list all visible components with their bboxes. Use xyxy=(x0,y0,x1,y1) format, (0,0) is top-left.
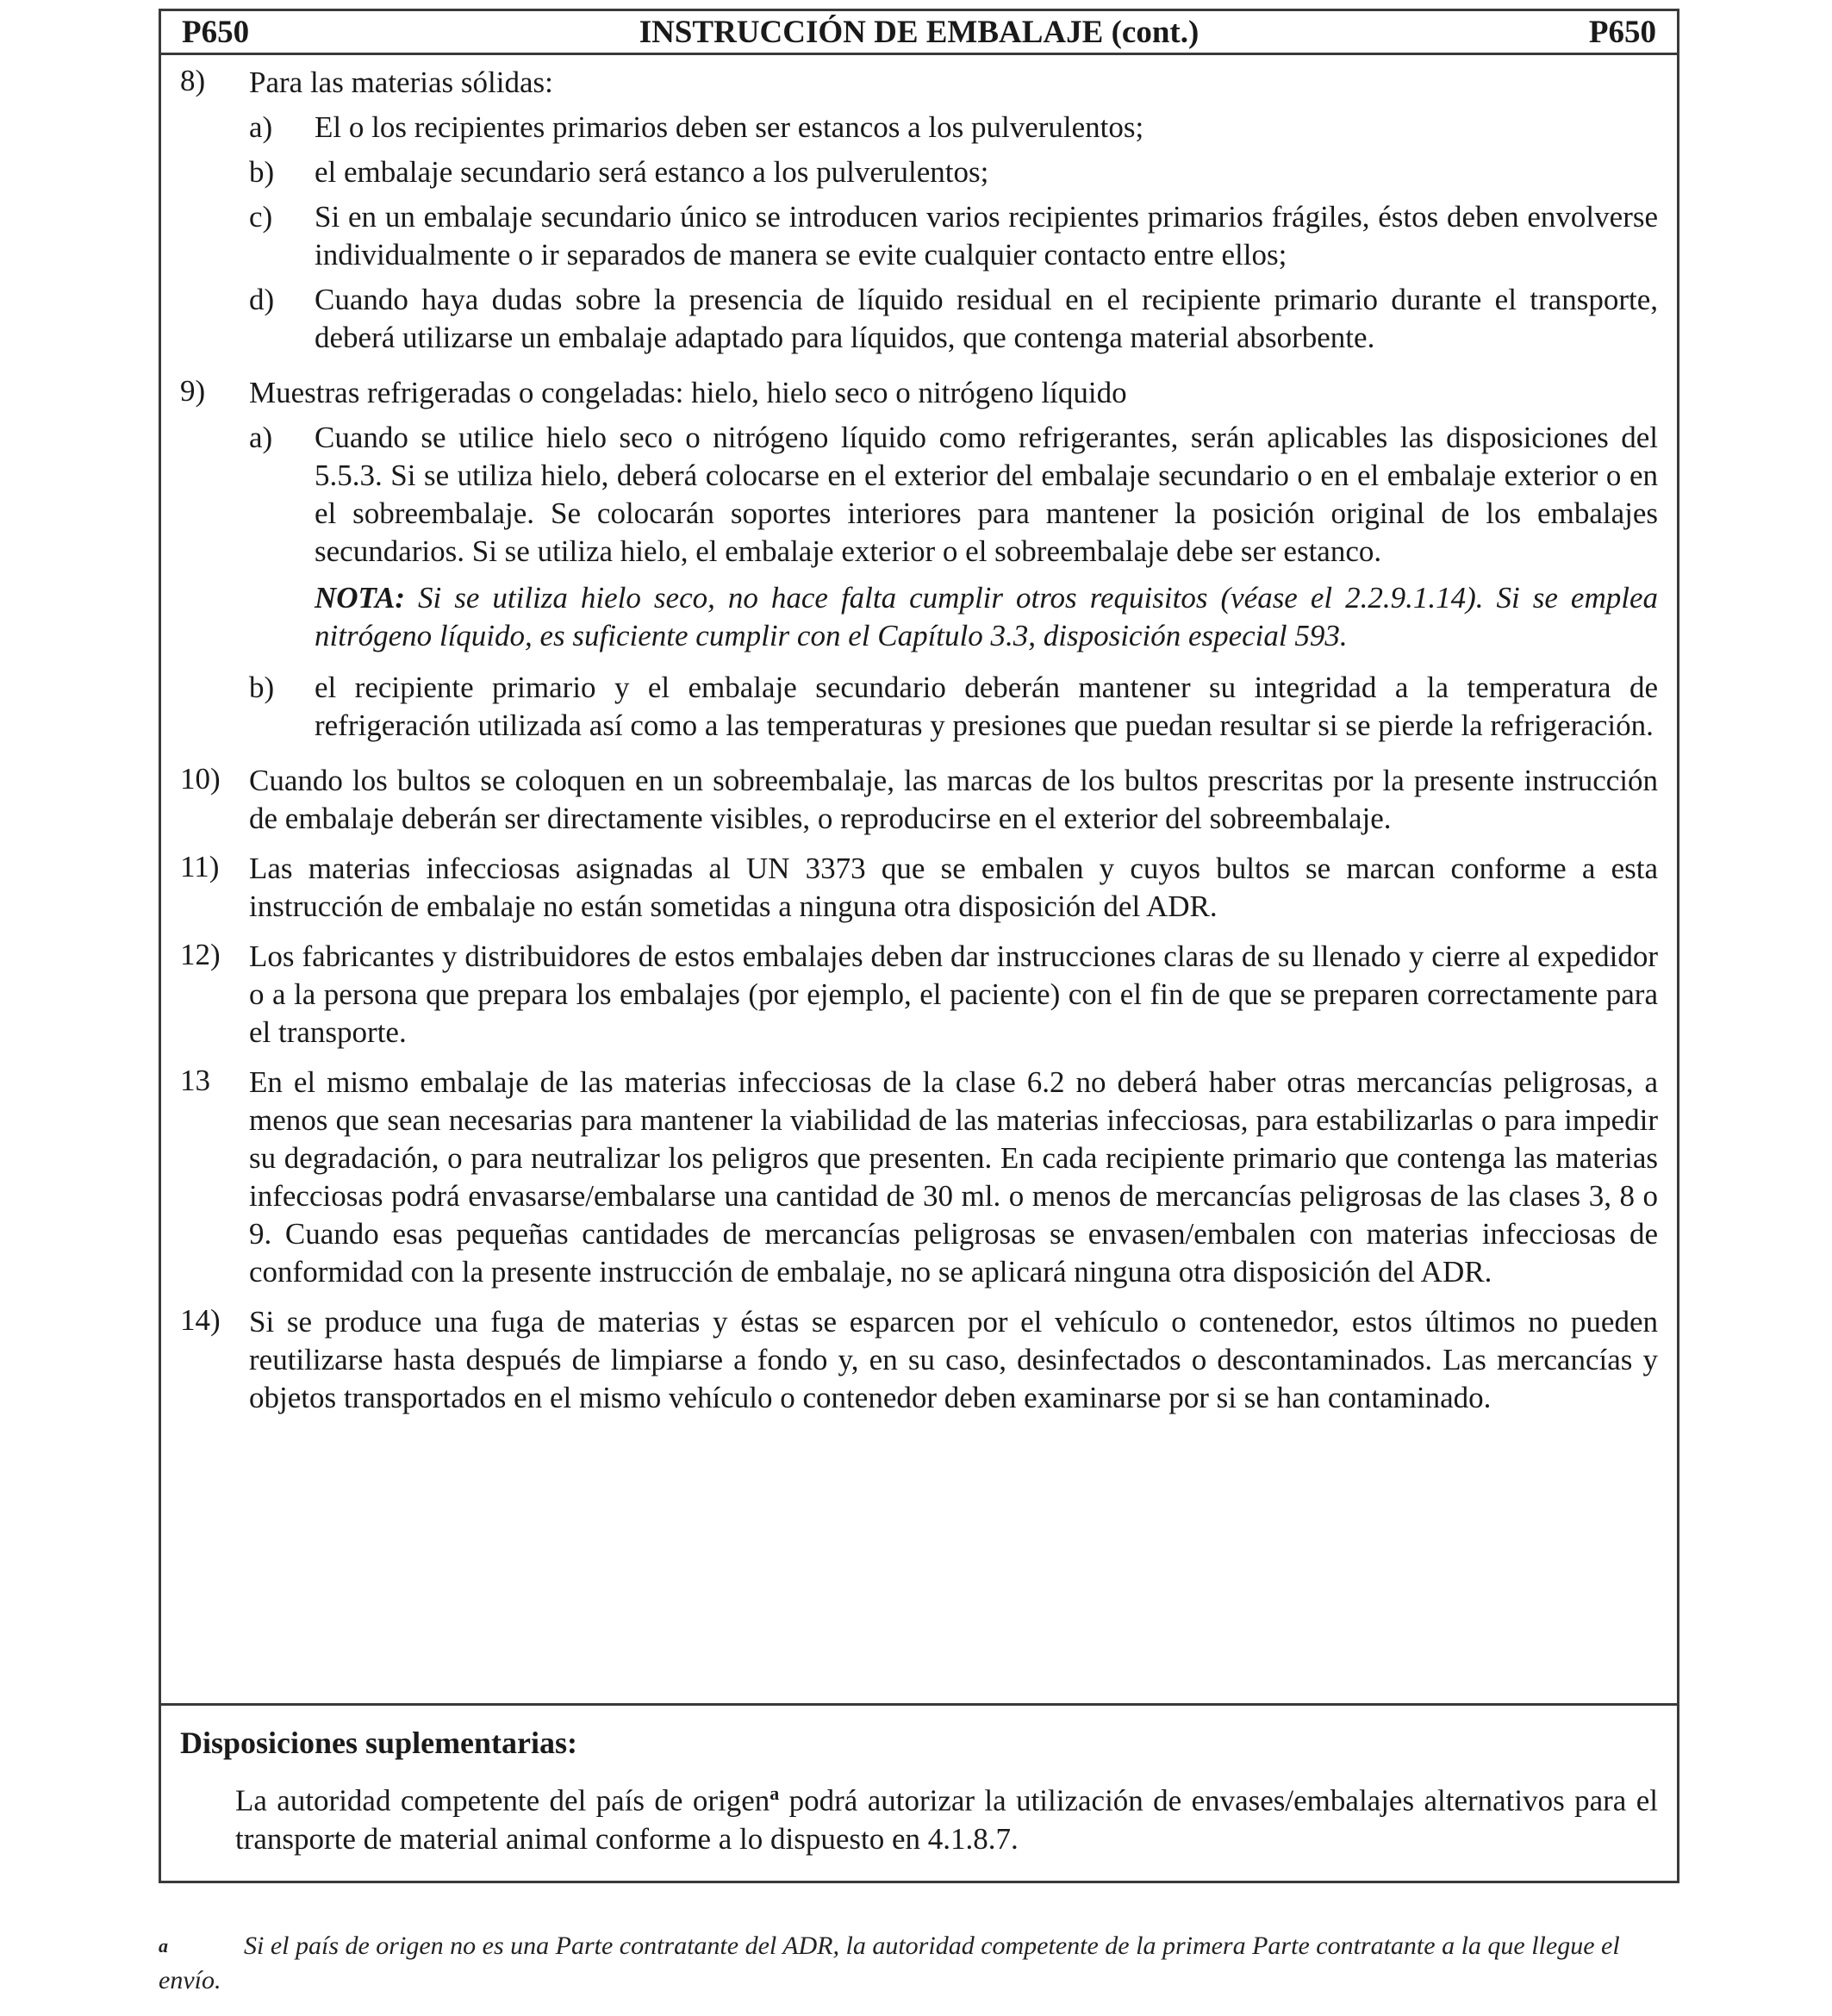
header-right-code: P650 xyxy=(1588,14,1656,50)
item-number: 12) xyxy=(180,938,221,971)
item-number: 11) xyxy=(180,850,220,883)
item-number: 13 xyxy=(180,1064,210,1097)
supplementary-text-before: La autoridad competente del país de origen xyxy=(235,1783,770,1818)
item-9 xyxy=(180,374,1658,750)
header-title: INSTRUCCIÓN DE EMBALAJE (cont.) xyxy=(639,14,1200,50)
sub-label: a) xyxy=(249,421,273,454)
item-13 xyxy=(180,1064,1658,1291)
supplementary-title: Disposiciones suplementarias: xyxy=(180,1726,578,1760)
header-row xyxy=(161,11,1677,55)
header-left-code: P650 xyxy=(182,14,250,50)
item-11 xyxy=(180,850,1658,926)
sub-text: Si en un embalaje secundario único se introducen varios recipientes primarios frágiles, éstos deben envolverse individualmente o ir separados de manera se evite cualquier contacto entre ellos; xyxy=(315,200,1658,272)
item-14 xyxy=(180,1303,1658,1417)
supplementary-text xyxy=(180,1775,1658,1858)
footnote-reference: a xyxy=(770,1782,780,1804)
sub-label: a) xyxy=(249,110,273,144)
item-10 xyxy=(180,762,1658,838)
sub-text: Cuando se utilice hielo seco o nitrógeno líquido como refrigerantes, serán aplicables las disposiciones del 5.5.3. Si se utiliza hielo, deberá colocarse en el exterior del embalaje secundario o en el embalaje exterior o en el sobreembalaje. Se colocarán soportes interiores para mantener la posición original de los embalajes secundarios. Si se utiliza hielo, el embalaje exterior o el sobreembalaje debe ser estanco. xyxy=(315,421,1658,568)
sub-label: d) xyxy=(249,283,275,316)
instruction-body xyxy=(161,55,1677,1706)
sub-label: b) xyxy=(249,155,275,189)
footnote-mark: a xyxy=(159,1935,168,1957)
sub-item xyxy=(249,419,1658,662)
item-text: Las materias infecciosas asignadas al UN 3373 que se embalen y cuyos bultos se marcan conforme a esta instrucción de embalaje no están sometidas a ninguna otra disposición del ADR. xyxy=(249,852,1658,923)
supplementary-text-after: podrá autorizar la utilización de envases/embalajes alternativos para el transporte de material animal conforme a lo dispuesto en 4.1.8.7. xyxy=(235,1783,1658,1856)
item-text: Los fabricantes y distribuidores de estos embalajes deben dar instrucciones claras de su llenado y cierre al expedidor o a la persona que prepara los embalajes (por ejemplo, el paciente) con el fin de que se preparen correctamente para el transporte. xyxy=(249,939,1658,1049)
item-text: Para las materias sólidas: xyxy=(249,66,553,99)
sub-text: Cuando haya dudas sobre la presencia de líquido residual en el recipiente primario durante el transporte, deberá utilizarse un embalaje adaptado para líquidos, que contenga material absorbente. xyxy=(315,283,1658,354)
item-text: Si se produce una fuga de materias y éstas se esparcen por el vehículo o contenedor, estos últimos no pueden reutilizarse hasta después de limpiarse a fondo y, en su caso, desinfectados o descontaminados. Las mercancías y objetos transportados en el mismo vehículo o contenedor deben examinarse por si se han contaminado. xyxy=(249,1305,1658,1414)
footnote xyxy=(159,1929,1675,1998)
item-8 xyxy=(180,64,1658,362)
sub-text: el recipiente primario y el embalaje secundario deberán mantener su integridad a la temperatura de refrigeración utilizada así como a las temperaturas y presiones que puedan resultar si se pierde la refrigeración. xyxy=(315,671,1658,742)
supplementary-section xyxy=(161,1706,1677,1858)
sub-text: El o los recipientes primarios deben ser estancos a los pulverulentos; xyxy=(315,110,1144,144)
item-text: Muestras refrigeradas o congeladas: hielo, hielo seco o nitrógeno líquido xyxy=(249,376,1127,409)
sub-text: el embalaje secundario será estanco a los pulverulentos; xyxy=(315,155,989,189)
sub-item xyxy=(249,669,1658,745)
item-12 xyxy=(180,938,1658,1052)
packing-instruction-box xyxy=(159,9,1679,1883)
footnote-text: Si el país de origen no es una Parte contratante del ADR, la autoridad competente de la primera Parte contratante a la que llegue el envío. xyxy=(159,1932,1620,1994)
item-text: Cuando los bultos se coloquen en un sobreembalaje, las marcas de los bultos prescritas por la presente instrucción de embalaje deberán ser directamente visibles, o reproducirse en el exterior del sobreembalaje. xyxy=(249,764,1658,835)
sub-item xyxy=(249,281,1658,357)
item-number: 8) xyxy=(180,64,206,97)
item-number: 9) xyxy=(180,374,206,408)
sub-label: b) xyxy=(249,671,275,704)
sub-item xyxy=(249,109,1658,147)
sub-item xyxy=(249,198,1658,274)
nota-block xyxy=(315,579,1658,655)
nota-label: NOTA: xyxy=(315,581,405,615)
nota-text: Si se utiliza hielo seco, no hace falta cumplir otros requisitos (véase el 2.2.9.1.14). Si se emplea nitrógeno líquido, es suficiente cumplir con el Capítulo 3.3, disposición especial 593. xyxy=(315,581,1658,652)
sub-label: c) xyxy=(249,200,273,234)
sub-item xyxy=(249,153,1658,191)
item-text: En el mismo embalaje de las materias infecciosas de la clase 6.2 no deberá haber otras mercancías peligrosas, a menos que sean necesarias para mantener la viabilidad de las materias infecciosas, para estabilizarlas o para impedir su degradación, o para neutralizar los peligros que presenten. En cada recipiente primario que contenga las materias infecciosas podrá envasarse/embalarse una cantidad de 30 ml. o menos de mercancías peligrosas de las clases 3, 8 o 9. Cuando esas pequeñas cantidades de mercancías peligrosas se envasen/embalen con materias infecciosas de conformidad con la presente instrucción de embalaje, no se aplicará ninguna otra disposición del ADR. xyxy=(249,1065,1658,1289)
item-number: 10) xyxy=(180,762,221,796)
item-number: 14) xyxy=(180,1303,221,1337)
